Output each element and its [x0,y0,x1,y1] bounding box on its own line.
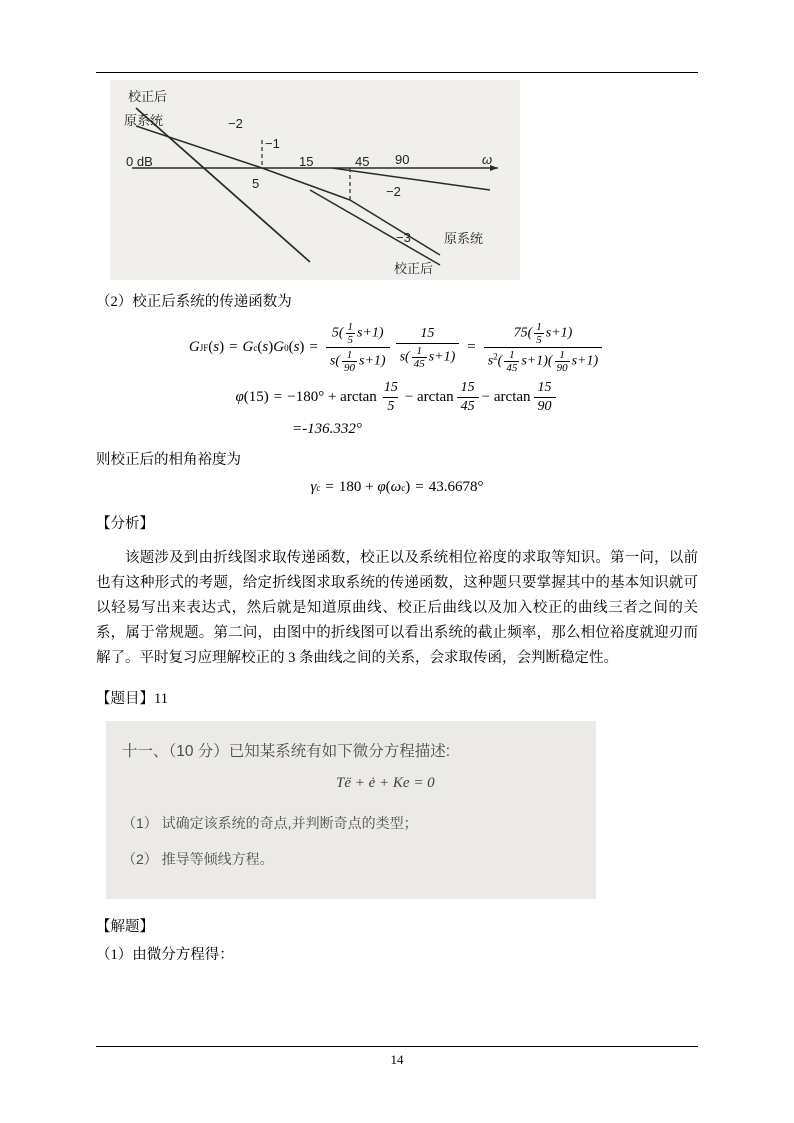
equation-transfer-function: G JF ( s ) = G c ( s ) G 0 ( s ) = 5( $\frac{1}{5}$ s+1) s( $\frac{1}{90}$ s+1) 15 s( $\frac{1}{45}$ s+1) = 75( $\frac{1}{5}$ s+1) $s^2$( $\frac{1}{45}$ s+1)( $\frac{1}{90}$ s+1) [96,321,698,374]
bode-label-original-bottom: 原系统 [444,231,484,246]
bode-label-slope-minus2-mid: −2 [386,184,401,199]
bode-label-omega: ω [482,152,493,167]
page-content [96,80,698,968]
footer-divider [96,1046,698,1047]
item2-title: （2）校正后系统的传递函数为 [96,294,292,310]
equation-phase: φ (15) = −180° + arctan $\frac{15}{5}$ − arctan $\frac{15}{45}$ − arctan $\frac{15}{90}$ [96,380,698,415]
equation-phase-result: =-136.332° [292,421,362,437]
problem-heading: 十一、（10 分）已知某系统有如下微分方程描述: [122,743,451,760]
bode-label-slope-minus1: −1 [265,136,280,151]
bode-plot-svg [110,80,520,280]
bode-label-slope-minus3: −3 [396,230,411,245]
bode-plot-figure [110,80,520,280]
bode-label-tick-90: 90 [395,152,410,167]
header-divider [96,72,698,73]
solution-title: 【解题】 [96,919,154,935]
equation-phase-margin: γ c = 180 + φ ( ω c ) = 43.6678° [310,479,484,495]
bode-label-original-top: 原系统 [124,113,164,128]
problem-statement-image [106,721,596,899]
bode-label-tick-15: 15 [299,154,314,169]
problem-item-1: （1） 试确定该系统的奇点,并判断奇点的类型； [122,815,418,831]
phase-margin-lead: 则校正后的相角裕度为 [96,452,241,468]
solution-line: （1）由微分方程得： [96,947,234,963]
problem-equation: Të + ė + Ke = 0 [336,775,435,791]
bode-label-tick-5: 5 [252,176,260,191]
bode-label-tick-45: 45 [355,154,370,169]
bode-label-zero-db: 0 dB [126,154,153,169]
page-number: 14 [390,1052,404,1067]
analysis-text: 该题涉及到由折线图求取传递函数，校正以及系统相位裕度的求取等知识。第一问，以前也有这种形式的考题，给定折线图求取系统的传递函数，这种题只要掌握其中的基本知识就可以轻易写出来表达式，然后就是知道原曲线、校正后曲线以及加入校正的曲线三者之间的关系，属于常规题。第二问，由图中的折线图可以看出系统的截止频率，那么相位裕度就迎刃而解了。平时复习应理解校正的 3 条曲线之间的关系，会求取传函，会判断稳定性。 [96,550,698,666]
analysis-title: 【分析】 [96,516,154,532]
problem-title: 【题目】11 [96,691,168,707]
problem-item-2: （2） 推导等倾线方程。 [122,851,274,867]
bode-label-corrected-top: 校正后 [128,89,168,104]
bode-label-slope-minus2-top: −2 [228,116,243,131]
bode-label-corrected-bottom: 校正后 [394,261,434,276]
